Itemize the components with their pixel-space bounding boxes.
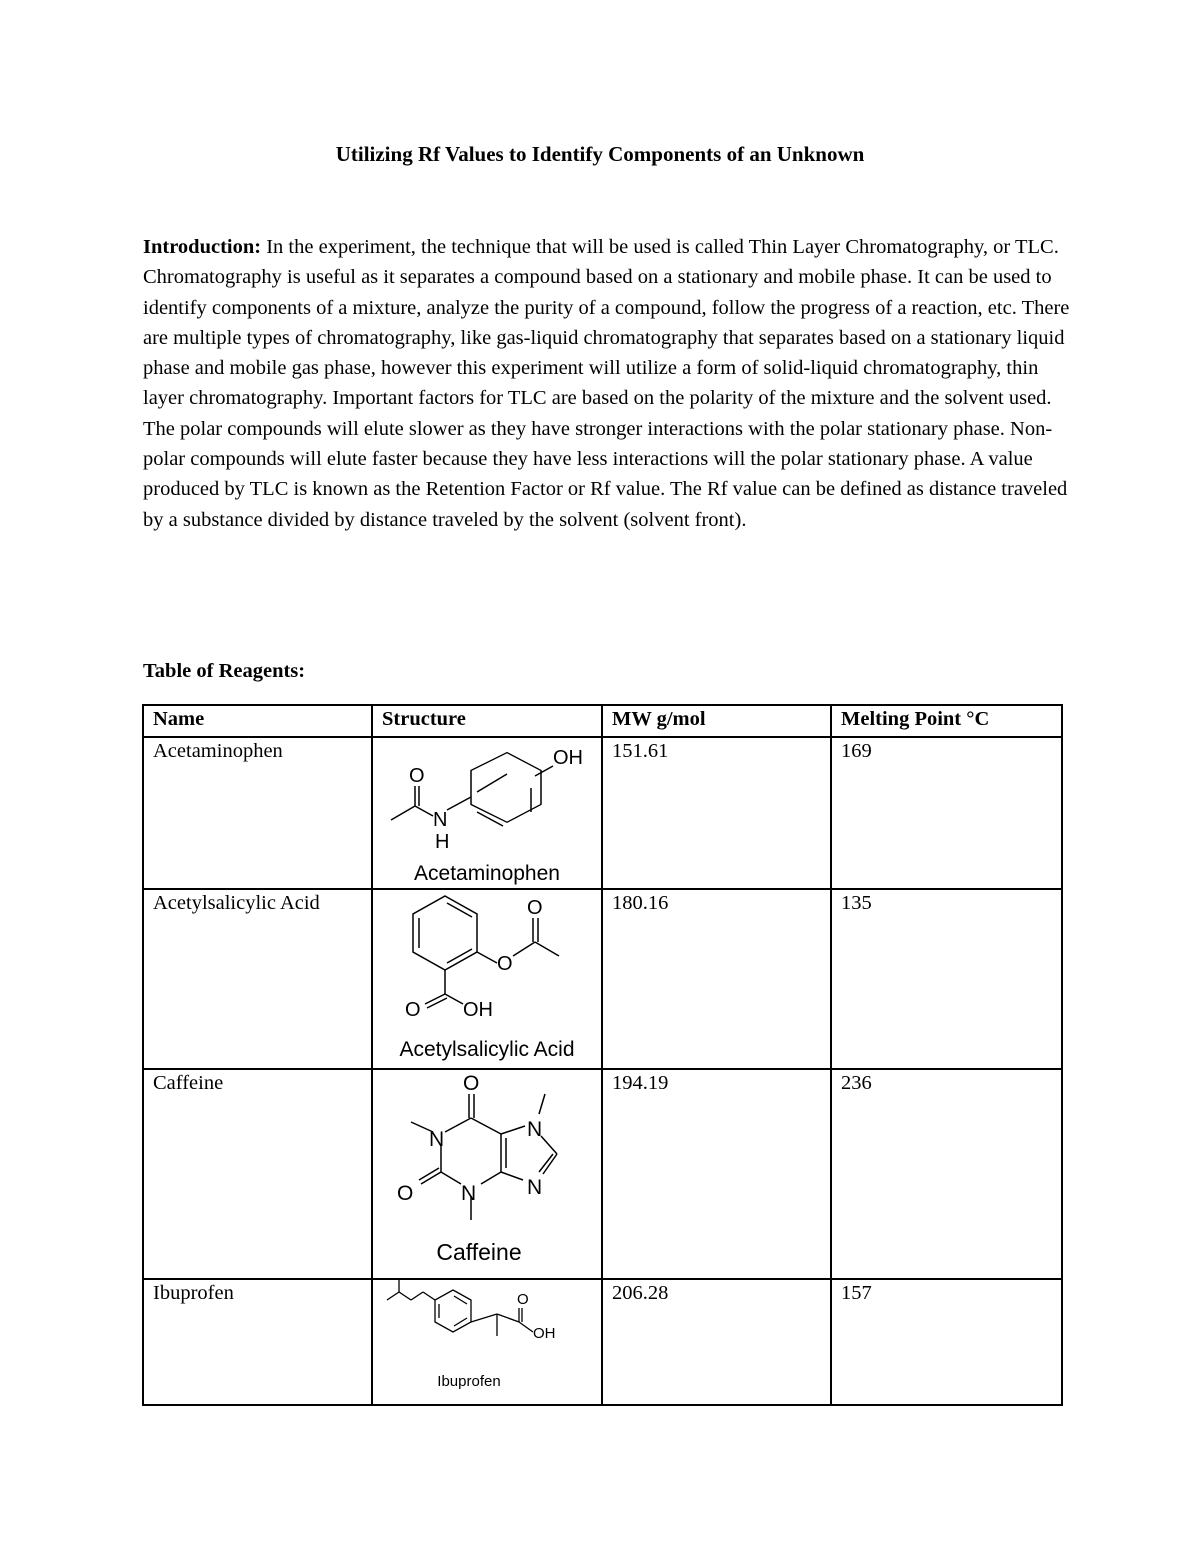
ibuprofen-structure-image [373,1280,601,1404]
header-name: Name [143,705,372,737]
header-structure: Structure [372,705,602,737]
introduction-text: In the experiment, the technique that will be used is called Thin Layer Chromatography, or TLC. Chromatography is useful as it separates a compound based on a stationary and mobile phase. It can be used to identify components of a mixture, analyze the purity of a compound, follow the progress of a reaction, etc. There are multiple types of chromatography, like gas-liquid chromatography that separates based on a stationary liquid phase and mobile gas phase, however this experiment will utilize a form of solid-liquid chromatography, thin layer chromatography. Important factors for TLC are based on the polarity of the mixture and the solvent used. The polar compounds will elute slower as they have stronger interactions with the polar stationary phase. Non- polar compounds will elute faster because they have less interactions will the polar stationary phase. A value produced by TLC is known as the Retention Factor or Rf value. The Rf value can be defined as distance traveled by a substance divided by distance traveled by the solvent (solvent front). [143,236,1070,531]
atom-label: N [429,1128,445,1151]
atom-label: O [397,1182,414,1205]
reagents-table [142,704,1063,1406]
cell-mw: 180.16 [602,889,831,1069]
cell-structure [372,1279,602,1405]
acetaminophen-structure-image [373,738,601,888]
cell-melting-point: 135 [831,889,1062,1069]
cell-name: Ibuprofen [143,1279,372,1405]
cell-structure [372,889,602,1069]
atom-label: H [435,831,450,853]
caffeine-structure-image [373,1070,601,1278]
table-row [143,1279,1062,1405]
table-row [143,1069,1062,1279]
cell-name: Caffeine [143,1069,372,1279]
atom-label: O [497,953,513,975]
structure-caption: Caffeine [436,1239,522,1265]
table-header-row [143,705,1062,737]
page-title: Utilizing Rf Values to Identify Components of an Unknown [335,142,865,166]
table-row [143,889,1062,1069]
cell-name: Acetylsalicylic Acid [143,889,372,1069]
atom-label: O [517,1291,529,1308]
structure-caption: Ibuprofen [437,1373,501,1390]
structure-caption: Acetaminophen [414,862,560,885]
header-mw: MW g/mol [602,705,831,737]
table-row [143,737,1062,889]
cell-mw: 206.28 [602,1279,831,1405]
atom-label: OH [463,999,493,1021]
table-heading: Table of Reagents: [143,660,306,682]
header-melting-point: Melting Point °C [831,705,1062,737]
atom-label: O [409,765,425,787]
cell-structure [372,1069,602,1279]
introduction-label: Introduction: [143,236,262,258]
structure-caption: Acetylsalicylic Acid [399,1038,575,1061]
atom-label: O [463,1072,480,1095]
atom-label: O [527,897,543,919]
acetylsalicylic-acid-structure-image [373,890,601,1068]
atom-label: N [461,1182,477,1205]
atom-label: OH [553,747,583,769]
introduction-paragraph [143,232,1078,535]
cell-structure [372,737,602,889]
cell-melting-point: 169 [831,737,1062,889]
atom-label: N [527,1176,543,1199]
atom-label: OH [533,1325,556,1342]
cell-melting-point: 157 [831,1279,1062,1405]
cell-melting-point: 236 [831,1069,1062,1279]
atom-label: N [433,809,448,831]
atom-label: O [405,999,421,1021]
atom-label: N [527,1118,543,1141]
cell-name: Acetaminophen [143,737,372,889]
cell-mw: 194.19 [602,1069,831,1279]
cell-mw: 151.61 [602,737,831,889]
